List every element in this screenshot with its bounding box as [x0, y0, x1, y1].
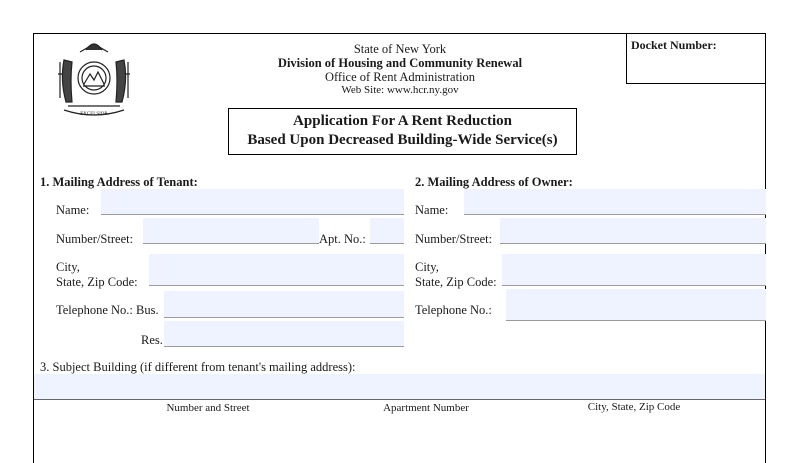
ny-state-seal-icon: [50, 40, 138, 122]
header-state: State of New York: [353, 42, 447, 56]
owner-city-field[interactable]: [502, 254, 766, 286]
owner-street-label: Number/Street:: [415, 232, 493, 246]
tenant-name-label: Name:: [56, 203, 90, 217]
owner-street-input[interactable]: [500, 218, 766, 243]
owner-name-field[interactable]: [464, 189, 766, 215]
tenant-section-heading: 1. Mailing Address of Tenant:: [40, 175, 198, 189]
tenant-apt-input[interactable]: [370, 218, 404, 243]
caption-number-street: Number and Street: [166, 402, 250, 414]
tenant-street-label: Number/Street:: [56, 232, 134, 246]
tenant-tel-res-input[interactable]: [164, 321, 404, 346]
title-line-2: Based Upon Decreased Building-Wide Service(s): [247, 132, 558, 148]
owner-city-input[interactable]: [502, 254, 766, 285]
owner-tel-label: Telephone No.:: [415, 303, 492, 317]
tenant-apt-field[interactable]: [370, 218, 404, 244]
tenant-street-field[interactable]: [143, 218, 319, 244]
docket-box: [626, 33, 766, 84]
owner-street-field[interactable]: [500, 218, 766, 244]
tenant-tel-res-field[interactable]: [164, 321, 404, 347]
subject-building-input[interactable]: [34, 374, 765, 399]
header-division: Division of Housing and Community Renewal: [277, 56, 523, 70]
owner-tel-input[interactable]: [506, 289, 766, 320]
title-line-1: Application For A Rent Reduction: [293, 113, 512, 129]
tenant-city-field[interactable]: [149, 254, 404, 286]
tenant-res-label: Res.: [141, 333, 163, 347]
tenant-name-input[interactable]: [101, 189, 404, 214]
tenant-tel-label: Telephone No.: Bus.: [56, 303, 159, 317]
owner-name-input[interactable]: [464, 189, 766, 214]
subject-section-heading: 3. Subject Building (if different from tenant's mailing address):: [40, 360, 356, 374]
owner-city-label-2: State, Zip Code:: [415, 275, 497, 289]
caption-city-state-zip: City, State, Zip Code: [587, 401, 681, 413]
subject-building-field[interactable]: [34, 374, 765, 400]
tenant-city-label-2: State, Zip Code:: [56, 275, 138, 289]
tenant-city-input[interactable]: [149, 254, 404, 285]
owner-name-label: Name:: [415, 203, 449, 217]
tenant-street-input[interactable]: [143, 218, 319, 243]
owner-tel-field[interactable]: [506, 289, 766, 321]
docket-label: Docket Number:: [631, 38, 717, 52]
header-office: Office of Rent Administration: [324, 70, 476, 84]
tenant-name-field[interactable]: [101, 189, 404, 215]
header-website: Web Site: www.hcr.ny.gov: [341, 84, 459, 96]
form-title: [228, 108, 577, 155]
tenant-tel-bus-field[interactable]: [164, 291, 404, 318]
tenant-city-label-1: City,: [56, 260, 80, 274]
tenant-apt-label: Apt. No.:: [319, 232, 366, 246]
tenant-tel-bus-input[interactable]: [164, 291, 404, 317]
caption-apartment-number: Apartment Number: [383, 402, 469, 414]
seal-motto: EXCELSIOR: [80, 112, 108, 117]
owner-city-label-1: City,: [415, 260, 439, 274]
owner-section-heading: 2. Mailing Address of Owner:: [415, 175, 573, 189]
